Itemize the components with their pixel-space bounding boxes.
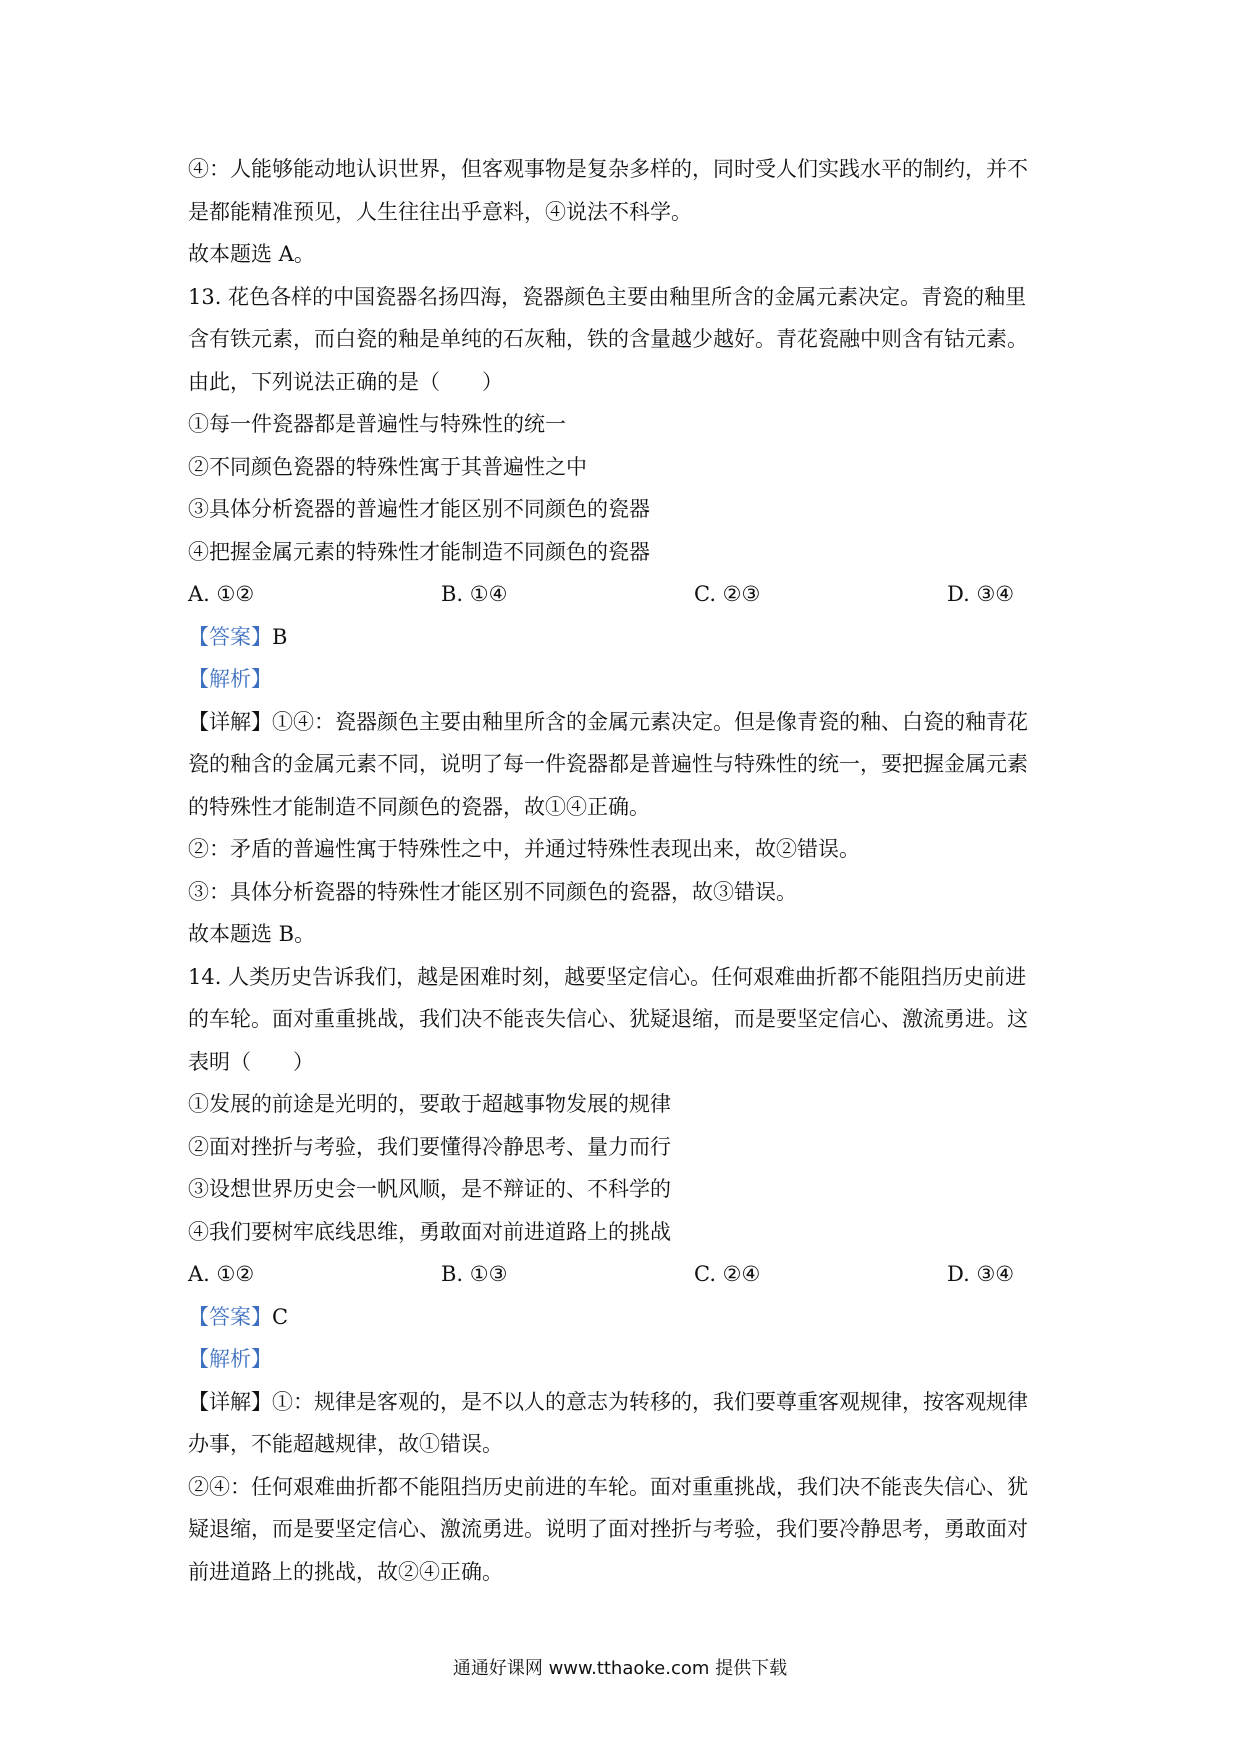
detail-line: ③：具体分析瓷器的特殊性才能区别不同颜色的瓷器，故③错误。: [188, 879, 797, 904]
answer-label: 【答案】: [188, 624, 272, 649]
detail-line: [188, 701, 1058, 744]
option-c: C. ②③: [694, 582, 761, 606]
statement-item: ④把握金属元素的特殊性才能制造不同颜色的瓷器: [188, 539, 650, 564]
answer-value: C: [272, 1304, 289, 1329]
statement-item: ②不同颜色瓷器的特殊性寓于其普遍性之中: [188, 454, 587, 479]
option-d: D. ③④: [947, 582, 1015, 606]
question-13-stem: 由此，下列说法正确的是（ ）: [188, 369, 503, 394]
statement-item: ①发展的前途是光明的，要敢于超越事物发展的规律: [188, 1092, 671, 1116]
conclusion-line: 故本题选 A。: [188, 242, 315, 266]
statement-item: ①每一件瓷器都是普遍性与特殊性的统一: [188, 412, 566, 436]
answer-line: [188, 616, 1058, 659]
analysis-label: 【解析】: [188, 1347, 272, 1371]
question-13-stem: 13. 花色各样的中国瓷器名扬四海，瓷器颜色主要由釉里所含的金属元素决定。青瓷的釉里: [188, 284, 1027, 309]
answer-line: [188, 1296, 1058, 1339]
option-d: D. ③④: [947, 1262, 1015, 1286]
question-14-stem: 表明（ ）: [188, 1049, 314, 1074]
option-b: B. ①④: [441, 582, 508, 606]
detail-text: ①④：瓷器颜色主要由釉里所含的金属元素决定。但是像青瓷的釉、白瓷的釉青花: [272, 709, 1028, 734]
option-c: C. ②④: [694, 1262, 761, 1286]
statement-item: ②面对挫折与考验，我们要懂得冷静思考、量力而行: [188, 1134, 671, 1159]
detail-line: [188, 1381, 1058, 1424]
analysis-label: 【解析】: [188, 667, 272, 691]
answer-value: B: [272, 624, 288, 649]
question-13-stem: 含有铁元素，而白瓷的釉是单纯的石灰釉，铁的含量越少越好。青花瓷融中则含有钴元素。: [188, 327, 1028, 351]
detail-text: ①：规律是客观的，是不以人的意志为转移的，我们要尊重客观规律，按客观规律: [272, 1389, 1028, 1414]
option-b: B. ①③: [441, 1262, 508, 1286]
detail-line: 前进道路上的挑战，故②④正确。: [188, 1559, 503, 1584]
answer-options: [188, 573, 1058, 616]
option-a: A. ①②: [188, 1262, 255, 1286]
detail-line: 瓷的釉含的金属元素不同，说明了每一件瓷器都是普遍性与特殊性的统一，要把握金属元素: [188, 752, 1028, 776]
question-14-stem: 14. 人类历史告诉我们，越是困难时刻，越要坚定信心。任何艰难曲折都不能阻挡历史前进: [188, 964, 1027, 989]
detail-line: ②④：任何艰难曲折都不能阻挡历史前进的车轮。面对重重挑战，我们决不能丧失信心、犹: [188, 1474, 1028, 1499]
statement-item: ④我们要树牢底线思维，勇敢面对前进道路上的挑战: [188, 1219, 671, 1244]
statement-item: ③设想世界历史会一帆风顺，是不辩证的、不科学的: [188, 1177, 671, 1201]
option-a: A. ①②: [188, 582, 255, 606]
text-line: 是都能精准预见，人生往往出乎意料，④说法不科学。: [188, 199, 692, 224]
detail-line: 办事，不能超越规律，故①错误。: [188, 1432, 503, 1456]
answer-options: [188, 1253, 1058, 1296]
detail-label: 【详解】: [188, 709, 272, 734]
detail-line: ②：矛盾的普遍性寓于特殊性之中，并通过特殊性表现出来，故②错误。: [188, 837, 860, 861]
answer-label: 【答案】: [188, 1304, 272, 1329]
text-line: ④：人能够能动地认识世界，但客观事物是复杂多样的，同时受人们实践水平的制约，并不: [188, 157, 1028, 181]
document-body: [188, 148, 1058, 1593]
detail-line: 疑退缩，而是要坚定信心、激流勇进。说明了面对挫折与考验，我们要冷静思考，勇敢面对: [188, 1517, 1028, 1541]
question-14-stem: 的车轮。面对重重挑战，我们决不能丧失信心、犹疑退缩，而是要坚定信心、激流勇进。这: [188, 1007, 1028, 1031]
detail-line: 的特殊性才能制造不同颜色的瓷器，故①④正确。: [188, 794, 650, 819]
detail-label: 【详解】: [188, 1389, 272, 1414]
page-footer: 通通好课网 www.tthaoke.com 提供下载: [452, 1658, 788, 1679]
conclusion-line: 故本题选 B。: [188, 922, 316, 946]
statement-item: ③具体分析瓷器的普遍性才能区别不同颜色的瓷器: [188, 497, 650, 521]
